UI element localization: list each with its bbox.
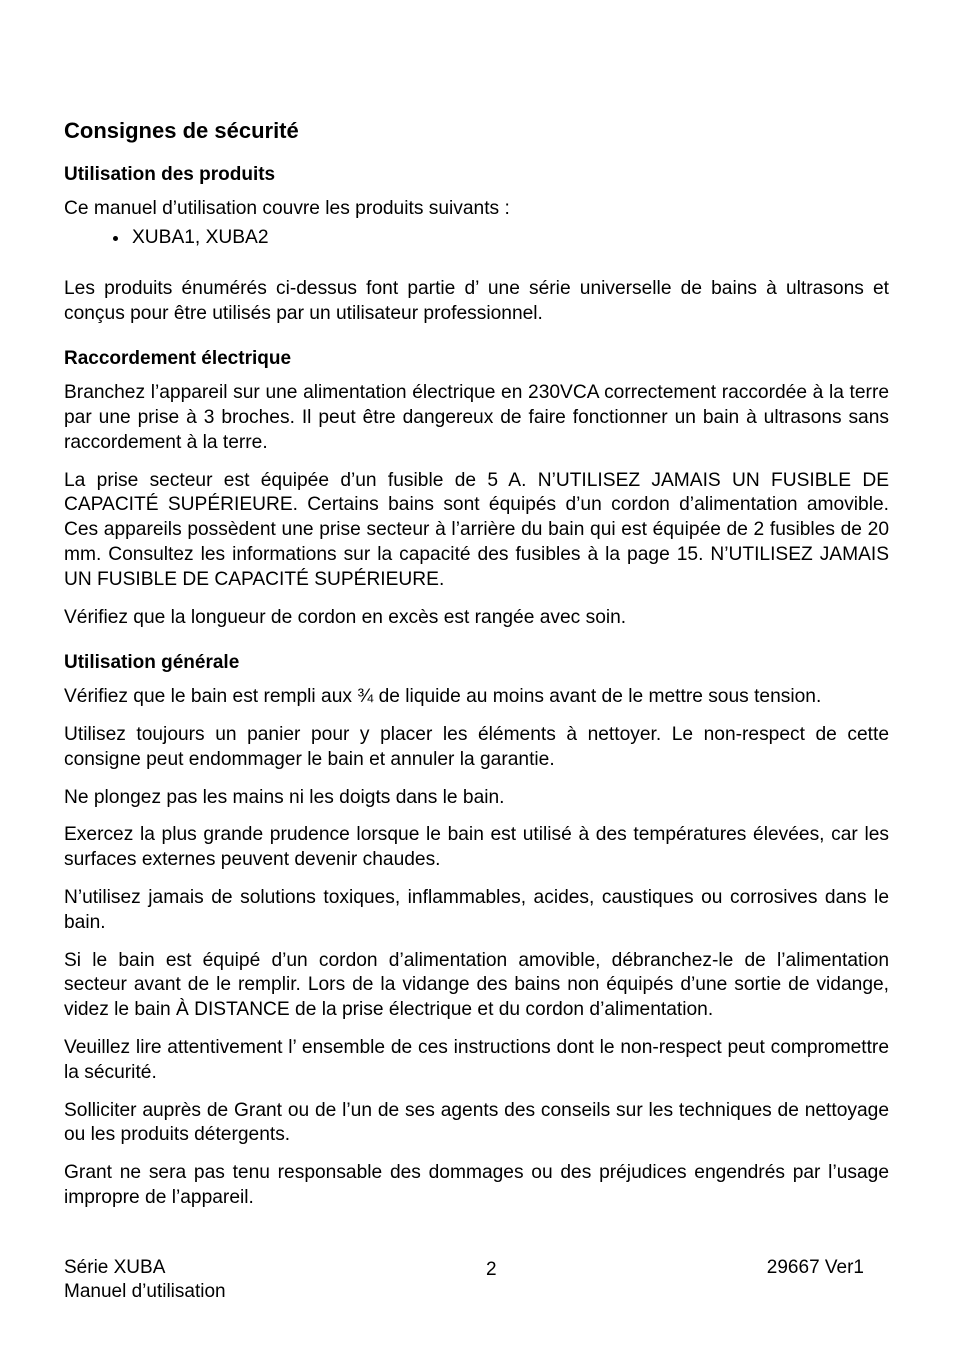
electrical-paragraph: La prise secteur est équipée d’un fusible de 5 A. N’UTILISEZ JAMAIS UN FUSIBLE DE CAPACITÉ SUPÉRIEURE. Certains bains sont équipés d’un cordon d’alimentation amovible. Ces appareils possèdent une prise secteur à l’arrière du bain qui est équipée de 2 fusibles de 20 mm. Consultez les informations sur la capacité des fusibles à la page 15. N’UTILISEZ JAMAIS UN FUSIBLE DE CAPACITÉ SUPÉRIEURE. [64, 469, 889, 590]
general-paragraph: Exercez la plus grande prudence lorsque le bain est utilisé à des températures élevées, car les surfaces externes peuvent devenir chaudes. [64, 824, 889, 871]
usage-description: Les produits énumérés ci-dessus font partie d’ une série universelle de bains à ultrasons et conçus pour être utilisés par un utilisateur professionnel. [64, 277, 889, 324]
section-heading-electrical: Raccordement électrique [64, 348, 292, 370]
general-paragraph: Utilisez toujours un panier pour y placer les éléments à nettoyer. Le non-respect de cette consigne peut endommager le bain et annuler la garantie. [64, 723, 889, 770]
page-title: Consignes de sécurité [64, 118, 299, 143]
product-list-item: • XUBA1, XUBA2 [130, 226, 889, 251]
footer-manual: Manuel d’utilisation [64, 1281, 226, 1302]
electrical-paragraph: Vérifiez que la longueur de cordon en excès est rangée avec soin. [64, 606, 627, 628]
section-heading-usage: Utilisation des produits [64, 164, 276, 186]
general-paragraph: Grant ne sera pas tenu responsable des dommages ou des préjudices engendrés par l’usage impropre de l’appareil. [64, 1162, 889, 1208]
section-heading-general: Utilisation générale [64, 652, 240, 674]
page-content [64, 118, 889, 1224]
product-list [64, 226, 889, 251]
footer-left [64, 1256, 226, 1304]
general-paragraph: Vérifiez que le bain est rempli aux ¾ de liquide au moins avant de le mettre sous tension. [64, 686, 822, 708]
footer-doc-ref: 29667 Ver1 [766, 1257, 864, 1278]
general-paragraph: Veuillez lire attentivement l’ ensemble de ces instructions dont le non-respect peut compromettre la sécurité. [64, 1036, 889, 1083]
electrical-paragraph: Branchez l’appareil sur une alimentation électrique en 230VCA correctement raccordée à la terre par une prise à 3 broches. Il peut être dangereux de faire fonctionner un bain à ultrasons sans raccordement à la terre. [64, 382, 889, 453]
general-paragraph: Si le bain est équipé d’un cordon d’alimentation amovible, débranchez-le de l’alimentation secteur avant de le remplir. Lors de la vidange des bains non équipés d’une sortie de vidange, videz le bain À DISTANCE de la prise électrique et du cordon d’alimentation. [64, 949, 889, 1021]
general-paragraph: Ne plongez pas les mains ni les doigts dans le bain. [64, 786, 505, 808]
footer-series: Série XUBA [64, 1257, 166, 1278]
general-paragraph: Solliciter auprès de Grant ou de l’un de ses agents des conseils sur les techniques de nettoyage ou les produits détergents. [64, 1099, 889, 1146]
general-paragraph: N’utilisez jamais de solutions toxiques, inflammables, acides, caustiques ou corrosives dans le bain. [64, 886, 889, 933]
page-number: 2 [486, 1259, 497, 1280]
usage-intro: Ce manuel d’utilisation couvre les produits suivants : [64, 198, 510, 220]
